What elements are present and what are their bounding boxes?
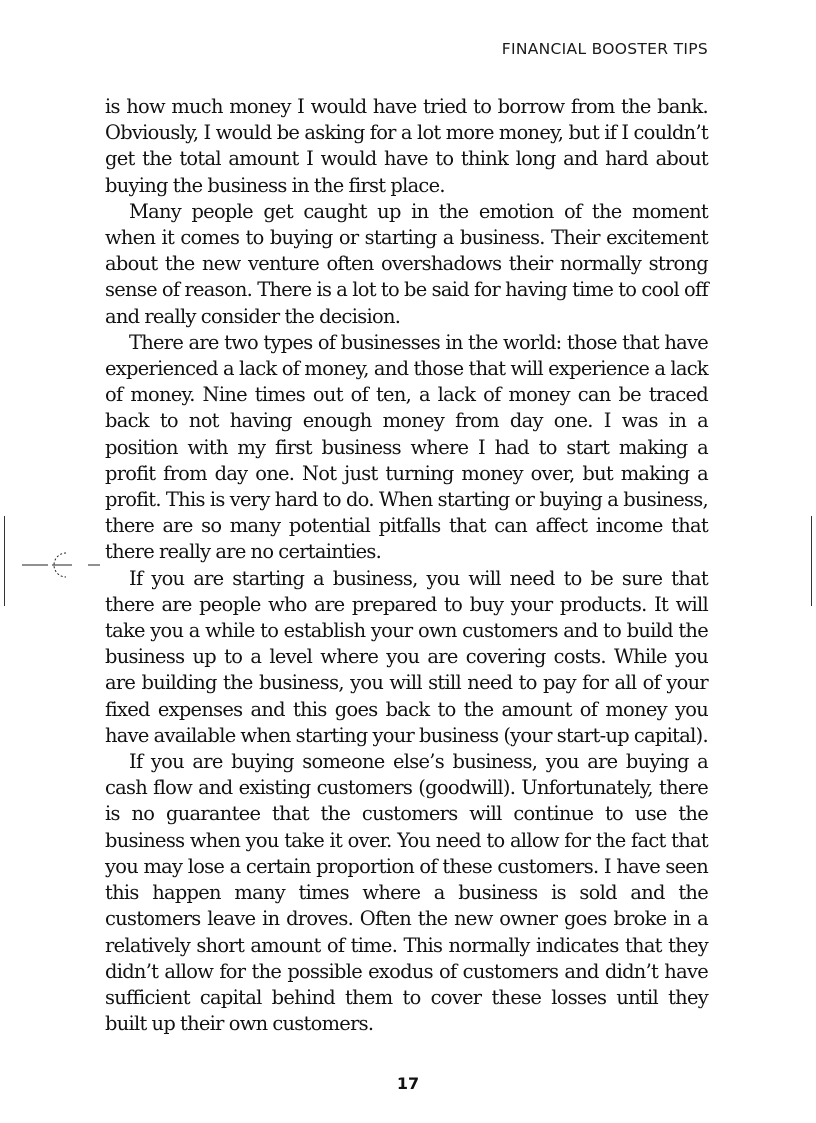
paragraph: There are two types of businesses in the world: those that have experienced a lack of money, and those that will experience a lack of money. Nine times out of ten, a lack of money can be traced back to not having enough money from day one. I was in a position with my first business where I had to start making a profit from day one. Not just turning money over, but making a profit. This is very hard to do. When starting or buying a business, there are so many potential pitfalls that can affect income that there really are no certainties. [105, 330, 708, 564]
body-text [105, 94, 708, 1037]
paragraph: If you are buying someone else’s business, you are buying a cash flow and existing customers (goodwill). Unfortunately, there is no guarantee that the customers will continue to use the business when you take it over. You need to allow for the fact that you may lose a certain proportion of these customers. I have seen this happen many times where a business is sold and the customers leave in droves. Often the new owner goes broke in a relatively short amount of time. This normally indicates that they didn’t allow for the possible exodus of customers and didn’t have sufficient capital behind them to cover these losses until they built up their own customers. [105, 750, 708, 1036]
paragraph-continued: is how much money I would have tried to borrow from the bank. Obviously, I would be asking for a lot more money, but if I couldn’t get the total amount I would have to think long and hard about buying the business in the first place. [105, 95, 708, 197]
paragraph: If you are starting a business, you will need to be sure that there are people who are prepared to buy your products. It will take you a while to establish your own customers and to build the business up to a level where you are covering costs. While you are building the business, you will still need to pay for all of your fixed expenses and this goes back to the amount of money you have available when starting your business (your start-up capital). [105, 566, 708, 747]
crop-mark-right [811, 516, 812, 606]
crop-mark-left [4, 516, 5, 606]
registration-mark-icon [22, 550, 106, 580]
paragraph: Many people get caught up in the emotion of the moment when it comes to buying or starting a business. Their excitement about the new venture often overshadows their normally strong sense of reason. There is a lot to be said for having time to cool off and really consider the decision. [105, 199, 708, 328]
running-head: FINANCIAL BOOSTER TIPS [501, 40, 708, 58]
page-number: 17 [396, 1074, 420, 1093]
